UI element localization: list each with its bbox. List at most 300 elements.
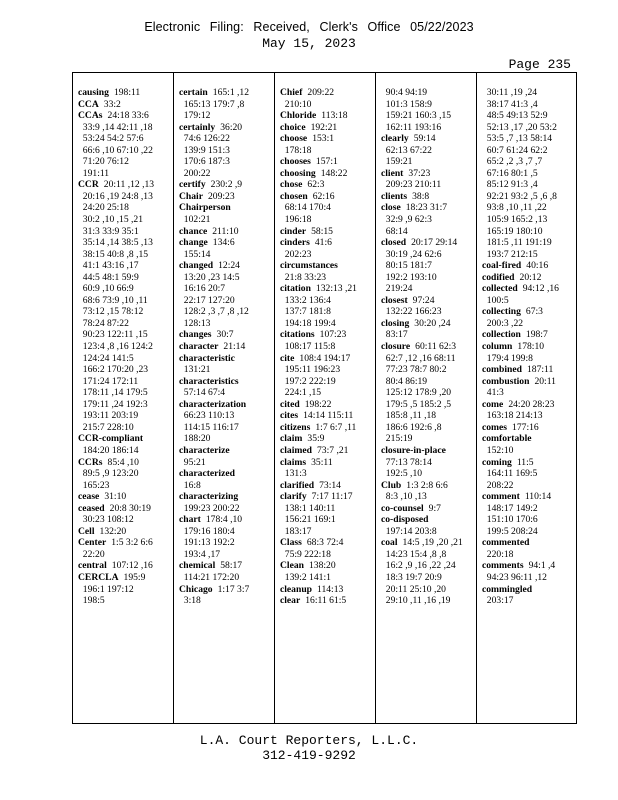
index-page-refs: 165:1 ,12	[212, 87, 250, 98]
index-page-refs: 38:8	[412, 190, 430, 202]
index-entry-line	[280, 295, 375, 307]
index-term: Center	[78, 537, 107, 549]
index-page-refs: 219:24	[381, 283, 413, 295]
index-page-refs: 132:22 166:23	[381, 306, 442, 318]
index-page-refs: 196:18	[280, 214, 312, 226]
index-entry-line	[381, 110, 476, 122]
index-entry-line	[78, 341, 173, 353]
index-page-refs: 200:22	[179, 167, 211, 179]
index-page-refs: 230:2 ,9	[210, 179, 243, 191]
index-entry-line	[78, 202, 173, 214]
index-term: certainly	[179, 121, 216, 133]
index-entry-line	[179, 457, 274, 469]
index-entry-line	[381, 491, 476, 503]
index-entry-line	[78, 433, 173, 445]
index-page-refs: 193:4 ,17	[179, 548, 221, 560]
index-entry-line	[280, 306, 375, 318]
index-page-refs: 60:9 ,10 66:9	[78, 283, 134, 295]
index-page-refs: 18:23 31:7	[405, 202, 448, 214]
index-term: characterize	[179, 444, 230, 456]
index-entry-line	[179, 503, 274, 515]
index-page-refs: 210:10	[280, 98, 312, 110]
index-entry-line	[179, 572, 274, 584]
index-entry-line	[280, 503, 375, 515]
index-entry-line	[179, 202, 274, 214]
index-page-refs: 59:14	[413, 133, 436, 145]
index-entry-line	[78, 272, 173, 284]
index-page-refs: 60:7 61:24 62:2	[482, 144, 548, 156]
index-entry-line	[179, 526, 274, 538]
index-page-refs: 199:5 208:24	[482, 525, 538, 537]
index-page-refs: 62:13 67:22	[381, 144, 432, 156]
index-page-refs: 35:11	[311, 456, 333, 468]
index-page-refs: 192:21	[310, 121, 338, 133]
index-column-2	[173, 73, 274, 723]
index-term: chooses	[280, 156, 311, 168]
index-page-refs: 20:16 ,19 24:8 ,13	[78, 190, 153, 202]
index-page-refs: 18:3 19:7 20:9	[381, 571, 442, 583]
index-entry-line	[482, 572, 577, 584]
index-entry-line	[482, 237, 577, 249]
index-entry-line	[381, 145, 476, 157]
index-term: CERCLA	[78, 571, 119, 583]
index-term: ceased	[78, 502, 105, 514]
index-term: commingled	[482, 583, 533, 595]
index-page-refs: 66:23 110:13	[179, 410, 235, 422]
index-entry-line	[280, 99, 375, 111]
index-page-refs: 93:8 ,10 ,11 ,22	[482, 202, 547, 214]
index-entry-line	[78, 514, 173, 526]
index-term: coal-fired	[482, 260, 522, 272]
index-term: CCR	[78, 179, 99, 191]
index-entry-line	[179, 560, 274, 572]
index-column-5	[476, 73, 577, 723]
index-entry-line	[78, 537, 173, 549]
index-entry-line	[280, 145, 375, 157]
index-entry-line	[482, 214, 577, 226]
index-entry-line	[280, 537, 375, 549]
index-page-refs: 200:3 ,22	[482, 317, 524, 329]
index-entry-line	[78, 99, 173, 111]
index-entry-line	[78, 457, 173, 469]
index-page-refs: 157:1	[315, 156, 338, 168]
index-term: comes	[482, 421, 508, 433]
index-entry-line	[381, 364, 476, 376]
index-term: certify	[179, 179, 206, 191]
index-entry-line	[482, 445, 577, 457]
index-term: chance	[179, 225, 208, 237]
index-page-refs: 1:3 2:8 6:6	[406, 479, 448, 491]
index-entry-line	[381, 260, 476, 272]
index-page-refs: 152:10	[482, 444, 514, 456]
index-term: comment	[482, 491, 520, 503]
index-term: cited	[280, 398, 300, 410]
index-page-refs: 40:16	[526, 260, 549, 272]
index-page-refs: 198:7	[525, 329, 548, 341]
index-entry-line	[280, 122, 375, 134]
index-entry-line	[482, 457, 577, 469]
index-page-refs: 33:9 ,14 42:11 ,18	[78, 121, 153, 133]
index-term: chart	[179, 514, 201, 526]
index-entry-line	[482, 376, 577, 388]
index-term: claims	[280, 456, 307, 468]
index-page-refs: 30:20 ,24	[414, 317, 451, 329]
index-page-refs: 14:14 115:11	[303, 410, 354, 422]
index-entry-line	[381, 595, 476, 607]
index-page-refs: 62:7 ,12 ,16 68:11	[381, 352, 456, 364]
index-page-refs: 29:10 ,11 ,16 ,19	[381, 595, 451, 607]
index-entry-line	[482, 514, 577, 526]
index-page-refs: 171:24 172:11	[78, 375, 139, 387]
index-page-refs: 92:21 93:2 ,5 ,6 ,8	[482, 190, 557, 202]
index-page-refs: 1:7 6:7 ,11	[315, 421, 357, 433]
index-entry-line	[482, 422, 577, 434]
index-term: change	[179, 237, 208, 249]
index-entry-line	[78, 122, 173, 134]
court-reporter-name: L.A. Court Reporters, L.L.C.	[199, 733, 419, 748]
index-page-refs: 124:24 141:5	[78, 352, 134, 364]
index-page-refs: 14:5 ,19 ,20 ,21	[402, 537, 463, 549]
index-entry-line	[381, 179, 476, 191]
index-page-refs: 107:23	[319, 329, 347, 341]
index-page-refs: 75:9 222:18	[280, 548, 331, 560]
index-term: closure	[381, 341, 411, 353]
index-page-refs: 138:1 140:11	[280, 502, 336, 514]
index-entry-line	[280, 526, 375, 538]
index-page-refs: 3:18	[179, 595, 201, 607]
index-entry-line	[280, 249, 375, 261]
index-page-refs: 179:11 ,24 192:3	[78, 398, 148, 410]
index-column-3	[274, 73, 375, 723]
index-entry-line	[280, 433, 375, 445]
index-page-refs: 30:23 108:12	[78, 514, 134, 526]
index-entry-line	[179, 272, 274, 284]
index-page-refs: 159:21 160:3 ,15	[381, 110, 452, 122]
index-page-refs: 131:21	[179, 364, 211, 376]
index-entry-line	[280, 560, 375, 572]
index-entry-line	[78, 445, 173, 457]
index-entry-line	[179, 537, 274, 549]
index-page-refs: 20:11 ,12 ,13	[103, 179, 155, 191]
index-entry-line	[179, 237, 274, 249]
index-term: cites	[280, 410, 299, 422]
index-page-refs: 195:11 196:23	[280, 364, 341, 376]
index-page-refs: 62:3	[307, 179, 325, 191]
index-page-refs: 178:4 ,10	[205, 514, 243, 526]
index-term: Cell	[78, 525, 95, 537]
index-term: coal	[381, 537, 398, 549]
index-entry-line	[280, 364, 375, 376]
index-term: characteristics	[179, 375, 239, 387]
index-page-refs: 134:6	[212, 237, 235, 249]
index-entry-line	[482, 156, 577, 168]
index-entry-line	[179, 133, 274, 145]
index-entry-line	[381, 399, 476, 411]
index-page-refs: 1:5 3:2 6:6	[111, 537, 153, 549]
index-page-refs: 8:3 ,10 ,13	[381, 491, 427, 503]
index-term: CCAs	[78, 110, 103, 122]
index-entry-line	[482, 168, 577, 180]
index-term: column	[482, 341, 513, 353]
index-entry-line	[482, 226, 577, 238]
index-page-refs: 32:9 ,9 62:3	[381, 214, 432, 226]
index-entry-line	[78, 422, 173, 434]
index-page-refs: 62:16	[312, 190, 335, 202]
index-entry-line	[78, 503, 173, 515]
index-term: Chairperson	[179, 202, 231, 214]
index-page-refs: 220:18	[482, 548, 514, 560]
index-entry-line	[179, 514, 274, 526]
index-entry-line	[78, 110, 173, 122]
index-page-refs: 114:21 172:20	[179, 571, 240, 583]
index-entry-line	[280, 272, 375, 284]
index-entry-line	[482, 202, 577, 214]
index-page-refs: 41:6	[314, 237, 332, 249]
index-page-refs: 178:18	[280, 144, 312, 156]
index-page-refs: 13:20 ,23 14:5	[179, 271, 240, 283]
index-entry-line	[381, 549, 476, 561]
index-page-refs: 170:6 187:3	[179, 156, 230, 168]
index-page-refs: 48:5 49:13 52:9	[482, 110, 548, 122]
index-page-refs: 20:8 30:19	[109, 502, 151, 514]
index-entry-line	[179, 214, 274, 226]
index-page-refs: 31:3 33:9 35:1	[78, 225, 139, 237]
index-page-refs: 80:15 181:7	[381, 260, 432, 272]
index-page-refs: 192:2 193:10	[381, 271, 437, 283]
page-number: Page 235	[508, 57, 571, 72]
index-entry-line	[381, 410, 476, 422]
index-page-refs: 80:4 86:19	[381, 375, 428, 387]
index-entry-line	[280, 376, 375, 388]
index-entry-line	[381, 457, 476, 469]
index-page-refs: 179:5 ,5 185:2 ,5	[381, 398, 452, 410]
index-entry-line	[280, 260, 375, 272]
index-entry-line	[78, 595, 173, 607]
index-page-refs: 224:1 ,15	[280, 387, 322, 399]
index-page-refs: 16:2 ,9 ,16 ,22 ,24	[381, 560, 456, 572]
index-page-refs: 73:12 ,15 78:12	[78, 306, 144, 318]
index-entry-line	[179, 468, 274, 480]
index-term: cinders	[280, 237, 310, 249]
index-entry-line	[280, 457, 375, 469]
index-page-refs: 138:20	[308, 560, 336, 572]
index-page-refs: 30:2 ,10 ,15 ,21	[78, 214, 144, 226]
index-term: clients	[381, 190, 408, 202]
index-page-refs: 95:21	[179, 456, 206, 468]
index-entry-line	[482, 122, 577, 134]
index-term: comfortable	[482, 433, 532, 445]
index-entry-line	[482, 179, 577, 191]
index-term: claimed	[280, 444, 312, 456]
index-term: chosen	[280, 190, 308, 202]
index-page-refs: 179:16 180:4	[179, 525, 235, 537]
index-entry-line	[78, 364, 173, 376]
index-page-refs: 139:2 141:1	[280, 571, 331, 583]
index-entry-line	[78, 145, 173, 157]
index-entry-line	[482, 110, 577, 122]
index-page-refs: 24:20 25:18	[78, 202, 129, 214]
index-term: choice	[280, 121, 306, 133]
index-entry-line	[482, 318, 577, 330]
index-entry-line	[78, 133, 173, 145]
index-entry-line	[179, 260, 274, 272]
index-entry-line	[381, 99, 476, 111]
index-entry-line	[179, 376, 274, 388]
index-term: clear	[280, 595, 301, 607]
index-page-refs: 100:5	[482, 294, 509, 306]
index-entry-line	[78, 572, 173, 584]
index-term: Chief	[280, 87, 303, 98]
index-entry-line	[482, 353, 577, 365]
index-entry-line	[78, 318, 173, 330]
index-entry-line	[381, 156, 476, 168]
index-entry-line	[482, 191, 577, 203]
index-term: changes	[179, 329, 212, 341]
index-page-refs: 178:10	[517, 341, 545, 353]
index-term: Clean	[280, 560, 304, 572]
index-entry-line	[179, 110, 274, 122]
index-page-refs: 177:16	[512, 421, 539, 433]
index-page-refs: 44:5 48:1 59:9	[78, 271, 139, 283]
index-term: combined	[482, 364, 522, 376]
index-entry-line	[78, 526, 173, 538]
index-page-refs: 67:3	[525, 306, 543, 318]
index-entry-line	[482, 99, 577, 111]
index-entry-line	[280, 283, 375, 295]
index-entry-line	[179, 306, 274, 318]
index-entry-line	[78, 491, 173, 503]
index-entry-line	[482, 560, 577, 572]
index-term: codified	[482, 271, 515, 283]
index-entry-line	[78, 87, 173, 99]
index-term: chose	[280, 179, 303, 191]
index-page-refs: 215:7 228:10	[78, 421, 134, 433]
index-entry-line	[179, 399, 274, 411]
index-page-refs: 113:18	[321, 110, 348, 122]
index-page-refs: 159:21	[381, 156, 413, 168]
index-page-refs: 192:5 ,10	[381, 468, 423, 480]
index-entry-line	[179, 179, 274, 191]
index-entry-line	[381, 168, 476, 180]
index-entry-line	[179, 318, 274, 330]
index-entry-line	[179, 249, 274, 261]
index-page-refs: 20:17 29:14	[411, 237, 458, 249]
index-entry-line	[78, 249, 173, 261]
index-entry-line	[482, 468, 577, 480]
index-page-refs: 14:23 15:4 ,8 ,8	[381, 548, 447, 560]
index-page-refs: 33:2	[103, 98, 121, 110]
index-page-refs: 22:20	[78, 548, 105, 560]
index-page-refs: 9:7	[428, 502, 441, 514]
index-page-refs: 139:9 151:3	[179, 144, 230, 156]
index-page-refs: 131:3	[280, 468, 307, 480]
index-entry-line	[78, 168, 173, 180]
index-page-refs: 7:17 11:17	[311, 491, 353, 503]
index-page-refs: 74:6 126:22	[179, 133, 230, 145]
index-entry-line	[280, 595, 375, 607]
index-term: citation	[280, 283, 311, 295]
index-entry-line	[482, 595, 577, 607]
index-entry-line	[78, 584, 173, 596]
index-page-refs: 179:4 199:8	[482, 352, 533, 364]
index-entry-line	[482, 364, 577, 376]
index-entry-line	[78, 387, 173, 399]
index-page-refs: 68:3 72:4	[306, 537, 344, 549]
index-entry-line	[482, 283, 577, 295]
index-page-refs: 68:14	[381, 225, 408, 237]
index-page-refs: 20:12	[519, 271, 542, 283]
index-entry-line	[78, 353, 173, 365]
index-entry-line	[381, 133, 476, 145]
index-entry-line	[280, 179, 375, 191]
index-page-refs: 35:9	[307, 433, 325, 445]
index-entry-line	[280, 329, 375, 341]
index-page-refs: 105:9 165:2 ,13	[482, 214, 548, 226]
index-entry-line	[381, 572, 476, 584]
index-entry-line	[280, 341, 375, 353]
index-page-refs: 185:8 ,11 ,18	[381, 410, 437, 422]
index-page-refs: 78:24 87:22	[78, 317, 129, 329]
index-entry-line	[381, 514, 476, 526]
index-entry-line	[179, 364, 274, 376]
index-page-refs: 30:11 ,19 ,24	[482, 87, 538, 98]
index-page-refs: 202:23	[280, 248, 312, 260]
index-entry-line	[381, 87, 476, 99]
index-page-refs: 53:24 54:2 57:6	[78, 133, 144, 145]
index-page-refs: 71:20 76:12	[78, 156, 129, 168]
index-entry-line	[280, 399, 375, 411]
index-page-refs: 24:20 28:23	[508, 398, 555, 410]
index-page-refs: 162:11 193:16	[381, 121, 442, 133]
index-entry-line	[179, 595, 274, 607]
index-page-refs: 11:5	[516, 456, 534, 468]
index-page-refs: 164:11 169:5	[482, 468, 538, 480]
index-page-refs: 30:7	[216, 329, 234, 341]
index-page-refs: 166:2 170:20 ,23	[78, 364, 149, 376]
index-entry-line	[179, 410, 274, 422]
index-entry-line	[381, 387, 476, 399]
index-entry-line	[482, 503, 577, 515]
index-term: cite	[280, 352, 295, 364]
index-entry-line	[381, 584, 476, 596]
index-entry-line	[179, 87, 274, 99]
index-page-refs: 94:1 ,4	[528, 560, 556, 572]
index-entry-line	[482, 306, 577, 318]
index-entry-line	[482, 480, 577, 492]
index-page-refs: 196:1 197:12	[78, 583, 134, 595]
index-term: central	[78, 560, 107, 572]
index-entry-line	[381, 480, 476, 492]
index-term: collection	[482, 329, 521, 341]
filing-stamp: Electronic Filing: Received, Clerk's Office 05/22/2023	[144, 20, 474, 34]
index-page-refs: 191:13 192:2	[179, 537, 235, 549]
index-entry-line	[280, 410, 375, 422]
index-term: cleanup	[280, 583, 312, 595]
index-entry-line	[78, 260, 173, 272]
index-term: CCA	[78, 98, 99, 110]
index-page-refs: 203:17	[482, 595, 514, 607]
index-page-refs: 58:15	[311, 225, 333, 237]
index-page-refs: 73:7 ,21	[316, 444, 349, 456]
index-entry-line	[78, 179, 173, 191]
index-entry-line	[482, 387, 577, 399]
index-page-refs: 90:4 94:19	[381, 87, 428, 98]
index-entry-line	[78, 549, 173, 561]
index-page-refs: 194:18 199:4	[280, 317, 336, 329]
index-page-refs: 125:12 178:9 ,20	[381, 387, 452, 399]
index-page-refs: 20:11 25:10 ,20	[381, 583, 446, 595]
index-entry-line	[179, 191, 274, 203]
